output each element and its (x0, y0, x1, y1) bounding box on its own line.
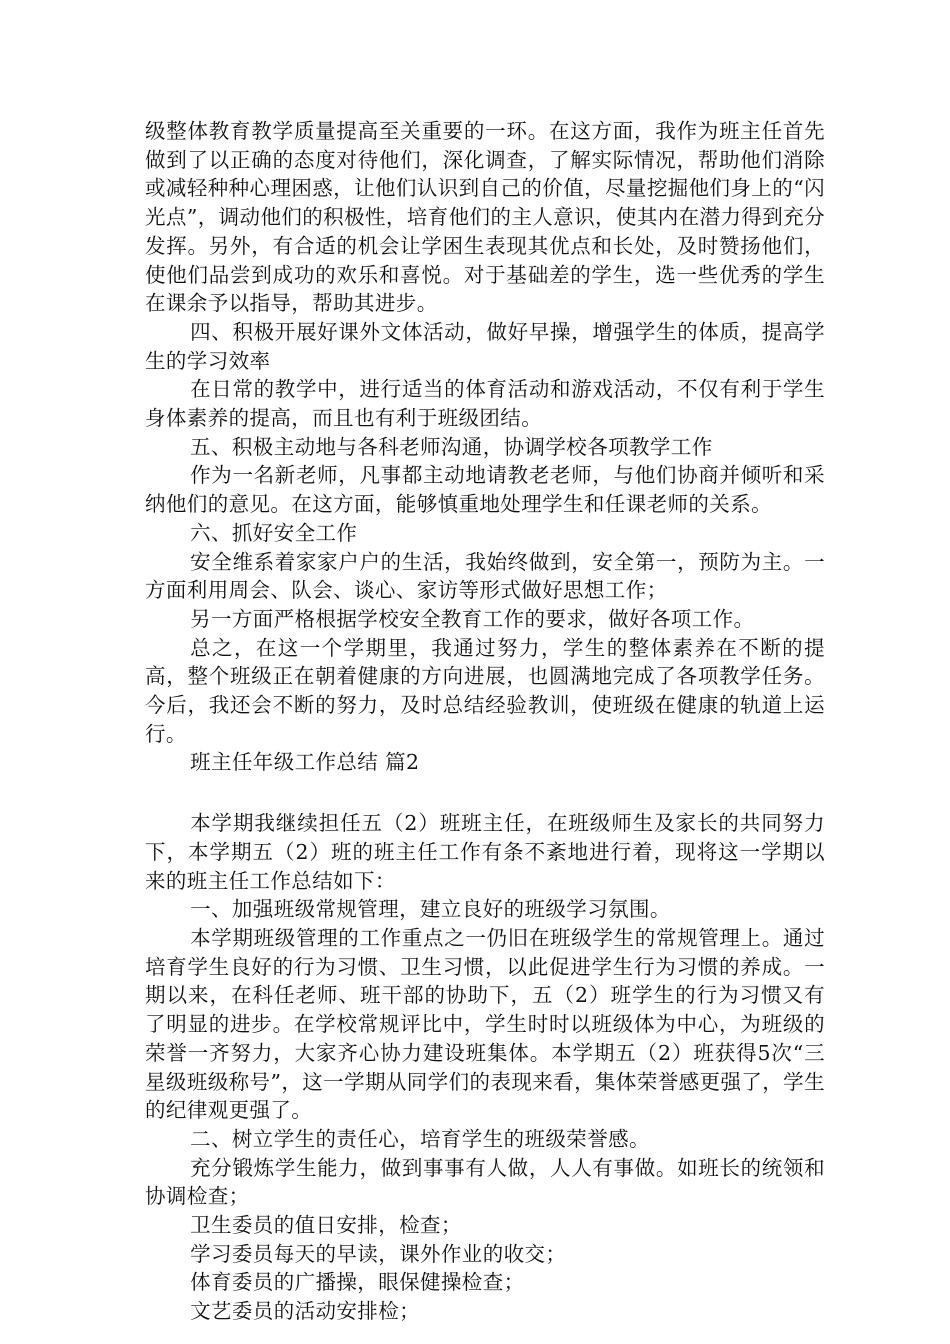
section-heading: 二、树立学生的责任心，培育学生的班级荣誉感。 (190, 1126, 650, 1151)
list-item: 卫生委员的值日安排，检查； (190, 1213, 462, 1238)
section-heading: 四、积极开展好课外文体活动，做好早操，增强学生的体质，提高学生的学习效率 (145, 319, 825, 373)
list-item: 文艺委员的活动安排检； (190, 1299, 420, 1324)
section-heading: 五、积极主动地与各科老师沟通，协调学校各项教学工作 (190, 434, 713, 459)
paragraph: 作为一名新老师，凡事都主动地请教老老师，与他们协商并倾听和采纳他们的意见。在这方面，能够慎重地处理学生和任课老师的关系。 (145, 463, 825, 517)
paragraph: 安全维系着家家户户的生活，我始终做到，安全第一，预防为主。一方面利用周会、队会、谈心、家访等形式做好思想工作； (145, 549, 825, 603)
section-heading: 六、抓好安全工作 (190, 520, 358, 545)
section-heading: 一、加强班级常规管理，建立良好的班级学习氛围。 (190, 897, 671, 922)
paragraph: 本学期班级管理的工作重点之一仍旧在班级学生的常规管理上。通过培育学生良好的行为习惯、卫生习惯，以此促进学生行为习惯的养成。一期以来，在科任老师、班干部的协助下，五（2）班学生的行为习惯又有了明显的进步。在学校常规评比中，学生时时以班级体为中心，为班级的荣誉一齐努力，大家齐心协力建设班集体。本学期五（2）班获得5次“三星级班级称号”，这一学期从同学们的表现来看，集体荣誉感更强了，学生的纪律观更强了。 (145, 925, 825, 1123)
paragraph: 本学期我继续担任五（2）班班主任，在班级师生及家长的共同努力下，本学期五（2）班的班主任工作有条不紊地进行着，现将这一学期以来的班主任工作总结如下： (145, 811, 825, 893)
document-body (145, 117, 825, 1326)
paragraph: 总之，在这一个学期里，我通过努力，学生的整体素养在不断的提高，整个班级正在朝着健康的方向进展，也圆满地完成了各项教学任务。今后，我还会不断的努力，及时总结经验教训，使班级在健康的轨道上运行。 (145, 635, 825, 746)
paragraph: 另一方面严格根据学校安全教育工作的要求，做好各项工作。 (190, 606, 755, 631)
list-item: 学习委员每天的早读，课外作业的收交； (190, 1241, 567, 1266)
article-title: 班主任年级工作总结 篇2 (190, 750, 420, 775)
paragraph: 级整体教育教学质量提高至关重要的一环。在这方面，我作为班主任首先做到了以正确的态度对待他们，深化调查，了解实际情况，帮助他们消除或减轻种种心理困惑，让他们认识到自己的价值，尽量挖掘他们身上的“闪光点”，调动他们的积极性，培育他们的主人意识，使其内在潜力得到充分发挥。另外，有合适的机会让学困生表现其优点和长处，及时赞扬他们，使他们品尝到成功的欢乐和喜悦。对于基础差的学生，选一些优秀的学生在课余予以指导，帮助其进步。 (145, 119, 825, 316)
paragraph: 在日常的教学中，进行适当的体育活动和游戏活动，不仅有利于学生身体素养的提高，而且也有利于班级团结。 (145, 377, 825, 431)
list-item: 体育委员的广播操，眼保健操检查； (190, 1270, 525, 1295)
paragraph: 充分锻炼学生能力，做到事事有人做，人人有事做。如班长的统领和协调检查； (145, 1155, 825, 1209)
